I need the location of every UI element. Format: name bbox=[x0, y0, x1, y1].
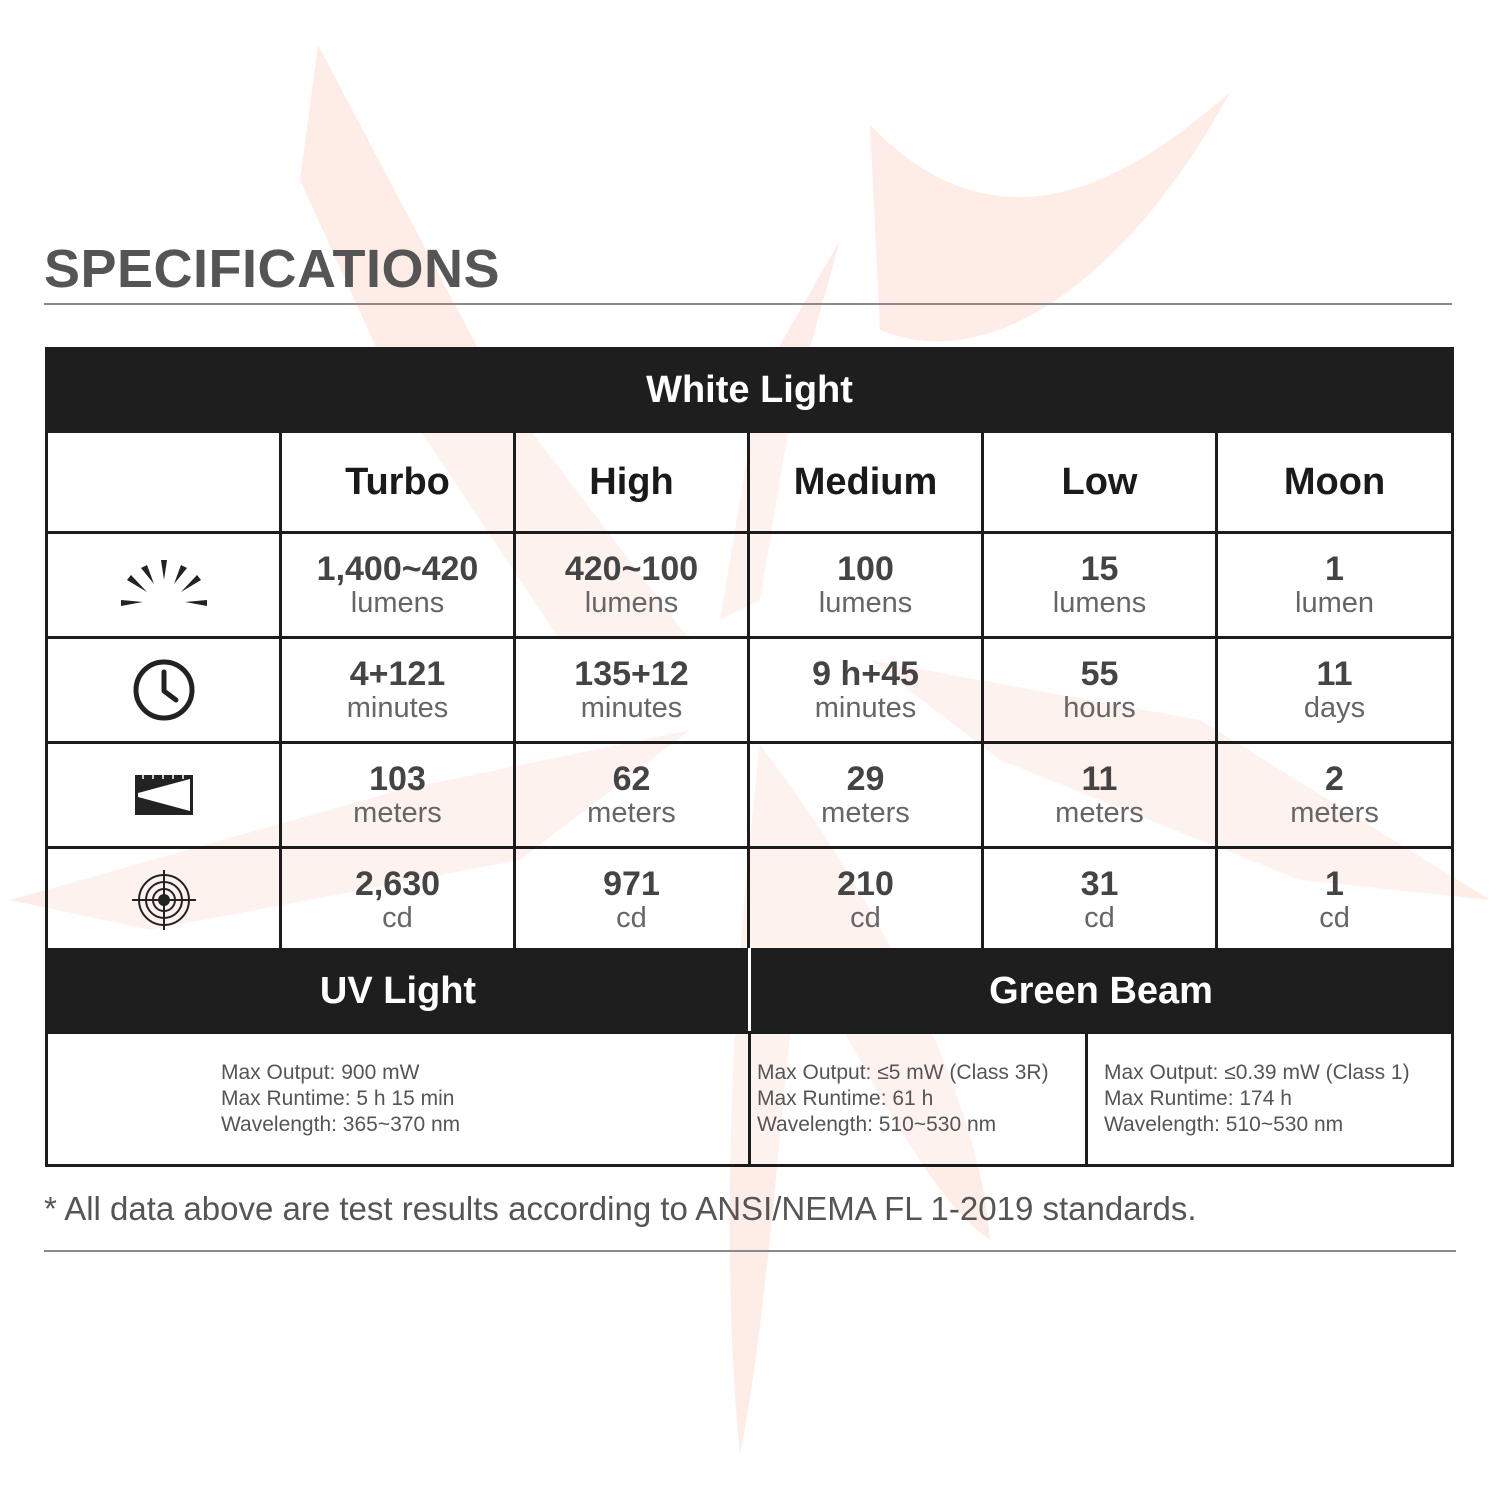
intensity-target-icon bbox=[132, 870, 196, 930]
green-wavelength: Wavelength: 510~530 nm bbox=[757, 1113, 997, 1136]
mode-moon: Moon bbox=[1217, 432, 1453, 533]
data-cell: 15 lumens bbox=[983, 533, 1217, 638]
green-output: Max Output: ≤0.39 mW (Class 1) bbox=[1104, 1061, 1410, 1084]
green-beam-specs-class1 bbox=[1087, 1033, 1453, 1166]
white-light-table bbox=[45, 347, 1454, 954]
uv-light-header: UV Light bbox=[47, 950, 750, 1033]
uv-light-specs bbox=[47, 1033, 750, 1166]
green-runtime: Max Runtime: 61 h bbox=[757, 1087, 934, 1110]
table-row bbox=[47, 848, 1453, 953]
green-wavelength: Wavelength: 510~530 nm bbox=[1104, 1113, 1344, 1136]
data-cell: 11 meters bbox=[983, 743, 1217, 848]
table-row bbox=[47, 743, 1453, 848]
data-cell: 4+121 minutes bbox=[281, 638, 515, 743]
green-runtime: Max Runtime: 174 h bbox=[1104, 1087, 1292, 1110]
data-cell: 100 lumens bbox=[749, 533, 983, 638]
white-light-header: White Light bbox=[47, 349, 1453, 432]
page-title: SPECIFICATIONS bbox=[44, 239, 501, 299]
uv-output: Max Output: 900 mW bbox=[221, 1061, 420, 1084]
mode-medium: Medium bbox=[749, 432, 983, 533]
data-cell: 2 meters bbox=[1217, 743, 1453, 848]
title-divider bbox=[44, 303, 1452, 305]
data-cell: 420~100 lumens bbox=[515, 533, 749, 638]
data-cell: 210 cd bbox=[749, 848, 983, 953]
data-cell: 62 meters bbox=[515, 743, 749, 848]
green-beam-specs-class3r bbox=[750, 1033, 1087, 1166]
data-cell: 31 cd bbox=[983, 848, 1217, 953]
uv-wavelength: Wavelength: 365~370 nm bbox=[221, 1113, 461, 1136]
mode-high: High bbox=[515, 432, 749, 533]
mode-turbo: Turbo bbox=[281, 432, 515, 533]
data-cell: 1,400~420 lumens bbox=[281, 533, 515, 638]
data-cell: 1 cd bbox=[1217, 848, 1453, 953]
data-cell: 11 days bbox=[1217, 638, 1453, 743]
table-row bbox=[47, 638, 1453, 743]
mode-low: Low bbox=[983, 432, 1217, 533]
data-cell: 103 meters bbox=[281, 743, 515, 848]
table-row bbox=[47, 533, 1453, 638]
data-cell: 55 hours bbox=[983, 638, 1217, 743]
brightness-icon bbox=[119, 558, 209, 612]
beam-distance-icon bbox=[133, 771, 195, 819]
green-output: Max Output: ≤5 mW (Class 3R) bbox=[757, 1061, 1049, 1084]
footnote: * All data above are test results according to ANSI/NEMA FL 1-2019 standards. bbox=[44, 1190, 1197, 1227]
clock-icon bbox=[132, 658, 196, 722]
data-cell: 135+12 minutes bbox=[515, 638, 749, 743]
data-cell: 29 meters bbox=[749, 743, 983, 848]
footer-divider bbox=[44, 1250, 1456, 1252]
corner-cell bbox=[47, 432, 281, 533]
uv-green-table bbox=[45, 948, 1454, 1167]
green-beam-header: Green Beam bbox=[750, 950, 1453, 1033]
data-cell: 971 cd bbox=[515, 848, 749, 953]
data-cell: 1 lumen bbox=[1217, 533, 1453, 638]
data-cell: 2,630 cd bbox=[281, 848, 515, 953]
data-cell: 9 h+45 minutes bbox=[749, 638, 983, 743]
uv-runtime: Max Runtime: 5 h 15 min bbox=[221, 1087, 455, 1110]
